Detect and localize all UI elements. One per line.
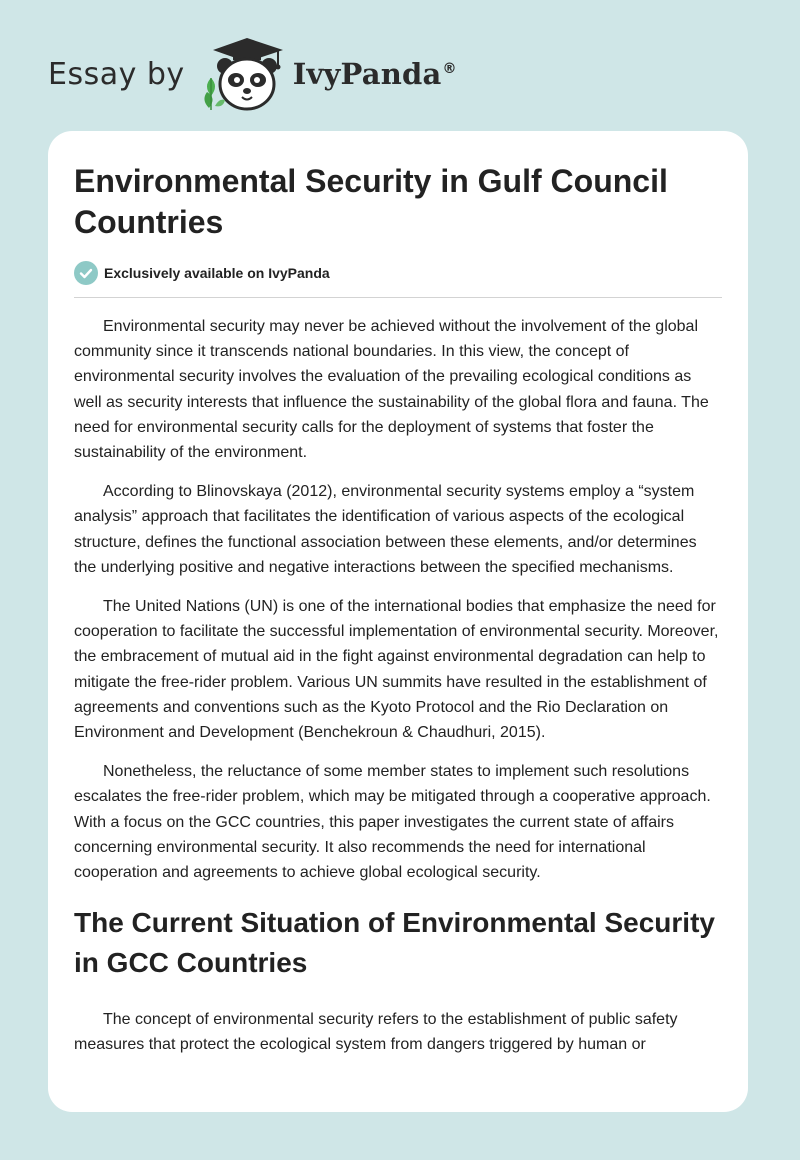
site-brand [48,34,457,114]
brand-name-text: IvyPanda [292,57,442,91]
essay-paragraph: Nonetheless, the reluctance of some member states to implement such resolutions escalates the free-rider problem, which may be mitigated through a cooperative approach. With a focus on the GCC countries, this paper investigates the current state of affairs concerning environmental security. It also recommends the need for international cooperation and agreements to achieve global ecological security. [74,763,711,882]
essay-title: Environmental Security in Gulf Council Countries [74,163,668,240]
essay-paragraph: Environmental security may never be achieved without the involvement of the global community since it transcends national boundaries. In this view, the concept of environmental security involves the evaluation of the prevailing ecological conditions as well as security interests that influence the sustainability of the global flora and fauna. The need for environmental security calls for the deployment of systems that foster the sustainability of the environment. [74,318,709,462]
essay-paragraph: According to Blinovskaya (2012), environmental security systems employ a “system analysis” approach that facilitates the identification of various aspects of the ecological structure, defines the functional association between these elements, and/or determines the underlying positive and negative interactions between the specified mechanisms. [74,483,697,576]
brand-prefix: Essay by [48,56,185,92]
registered-mark: ® [442,61,457,78]
exclusive-label: Exclusively available on IvyPanda [104,265,330,281]
check-circle-icon [74,261,98,285]
panda-logo-icon [199,34,289,114]
essay-paragraph: The United Nations (UN) is one of the international bodies that emphasize the need for cooperation to facilitate the successful implementation of environmental security. Moreover, the embracement of mutual aid in the fight against environmental degradation can help to mitigate the free-rider problem. Various UN summits have resulted in the establishment of agreements and conventions such as the Kyoto Protocol and the Rio Declaration on Environment and Development (Benchekroun & Chaudhuri, 2015). [74,598,719,742]
essay-card [48,131,748,1112]
brand-name [293,57,457,91]
essay-paragraph: The concept of environmental security refers to the establishment of public safety measures that protect the ecological system from dangers triggered by human or [74,1011,678,1054]
section-heading: The Current Situation of Environmental Security in GCC Countries [74,907,715,979]
exclusive-badge [74,261,722,298]
